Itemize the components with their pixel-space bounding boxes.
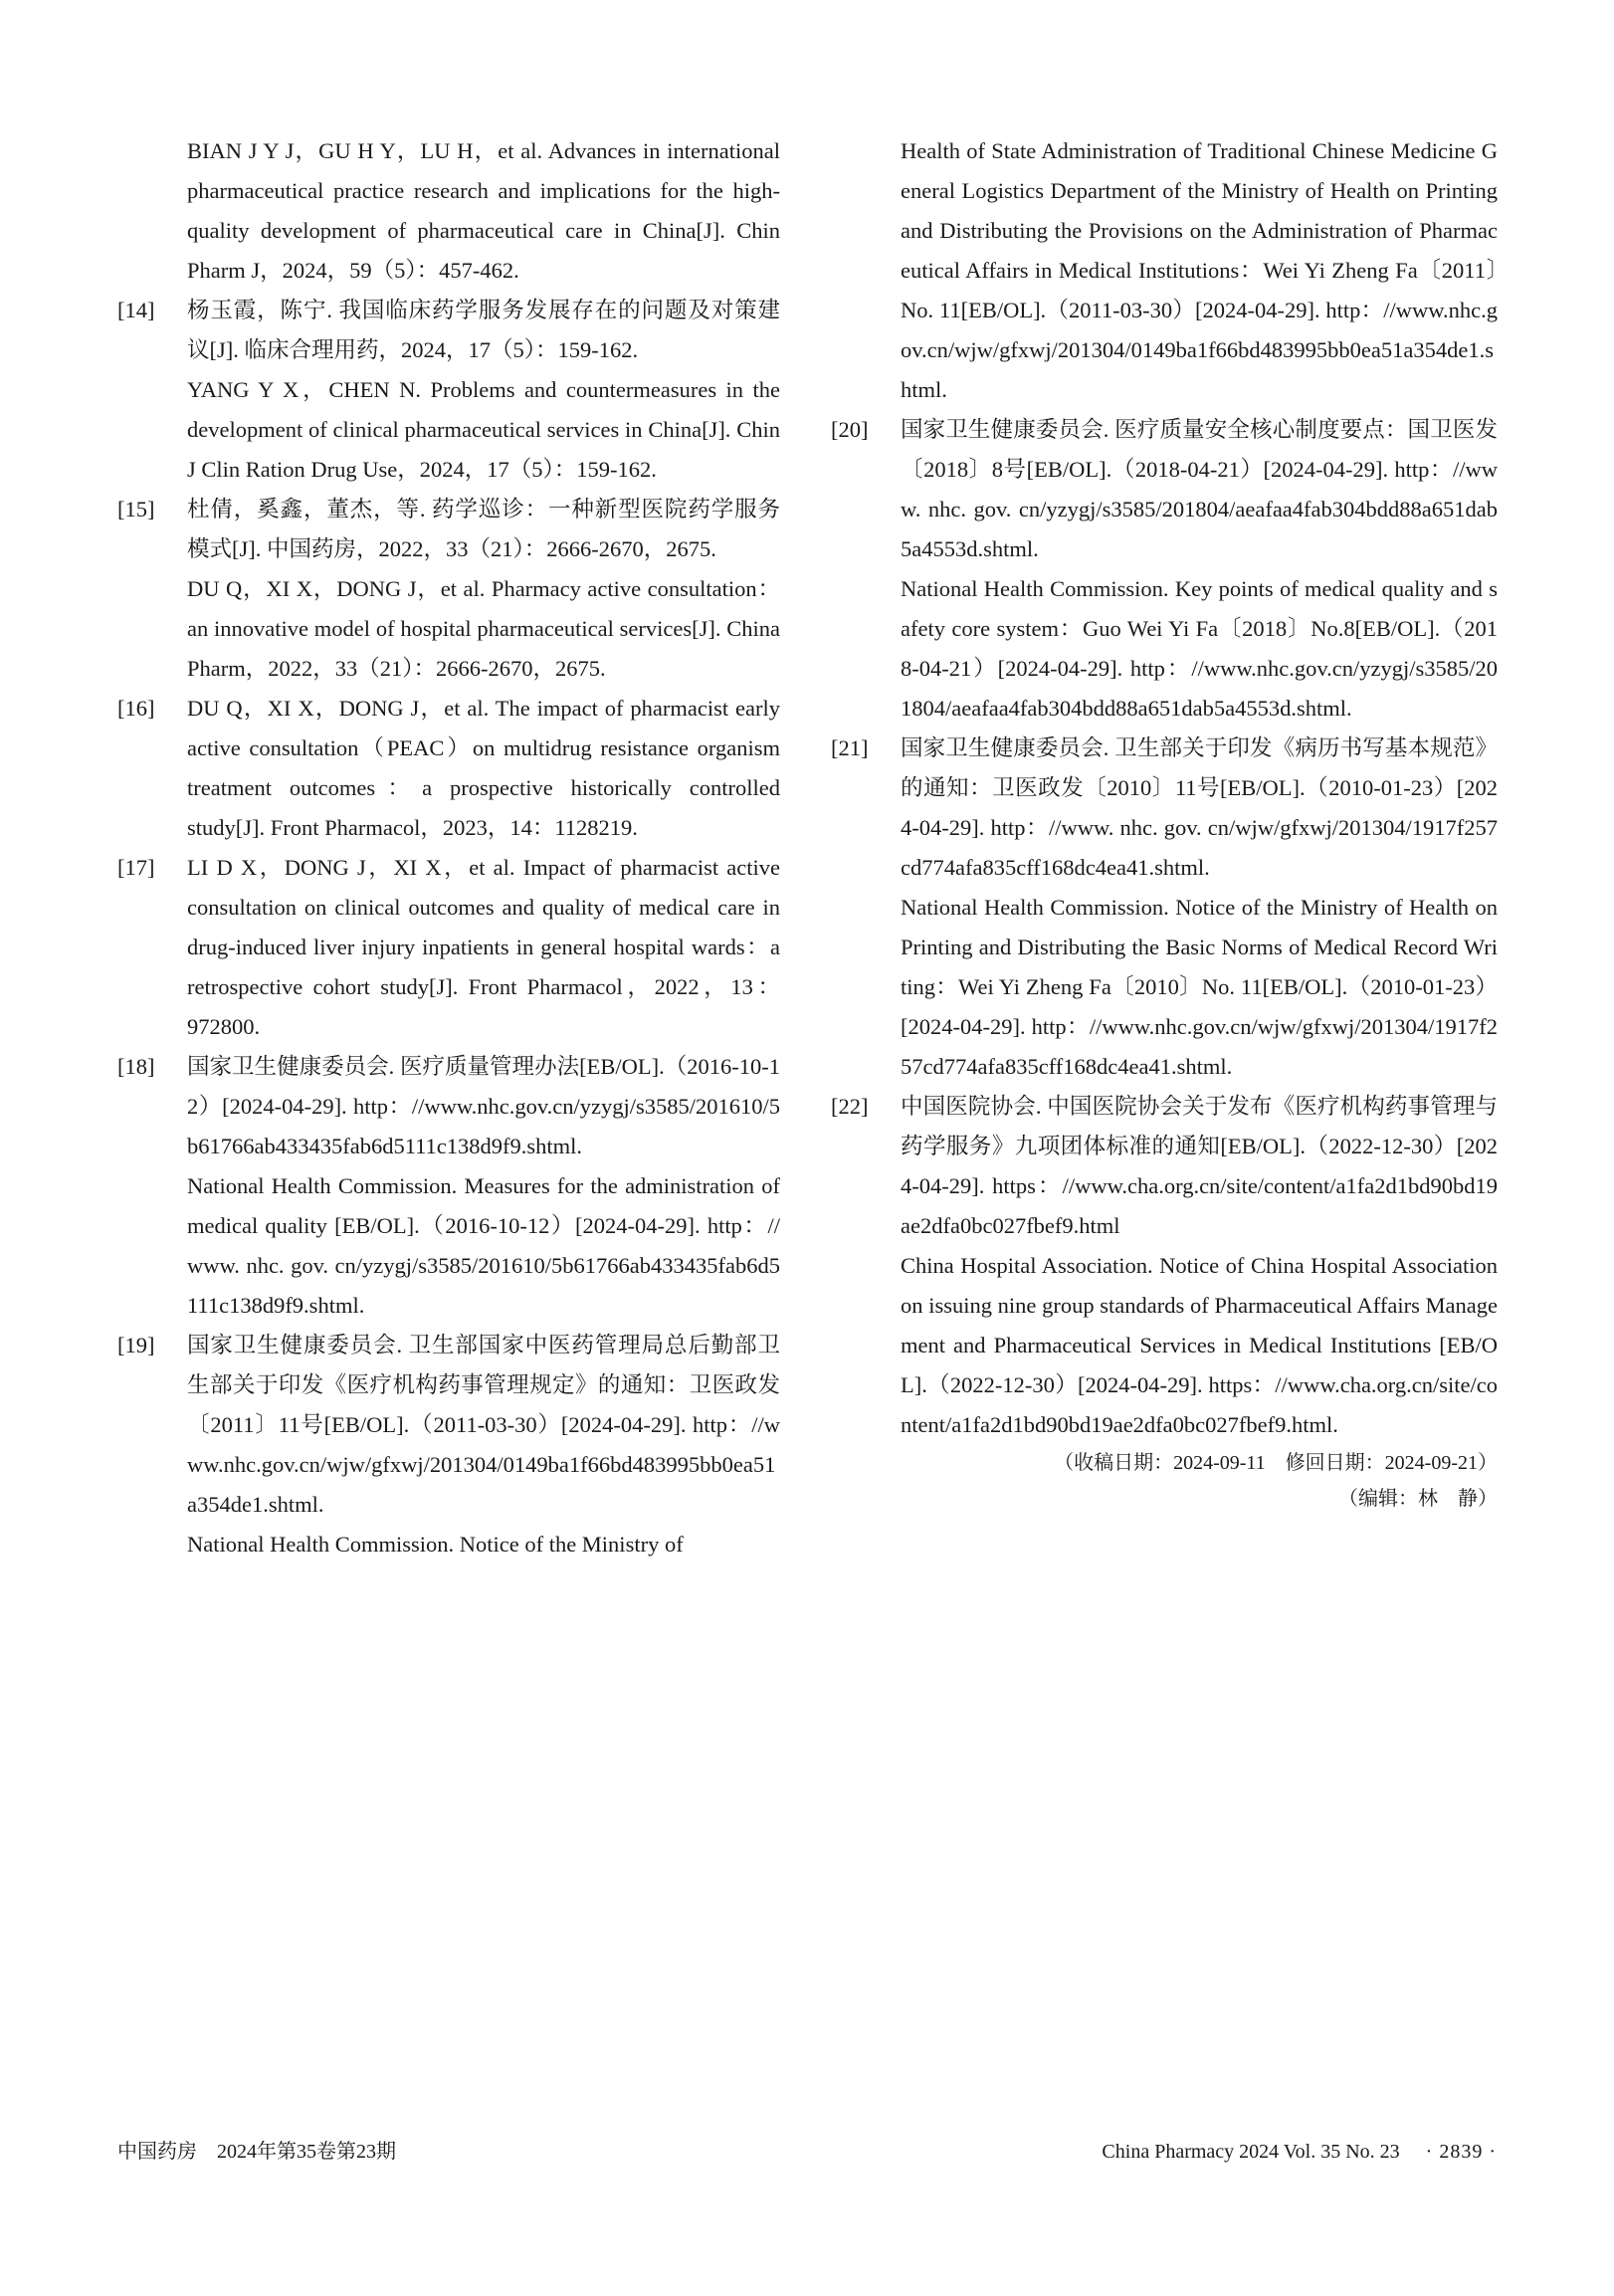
- reference-number: [22]: [831, 1094, 869, 1119]
- reference-number: [19]: [117, 1333, 155, 1357]
- reference-14: [117, 291, 780, 490]
- reference-19: [117, 1326, 780, 1565]
- footer-right: [1076, 2138, 1497, 2166]
- reference-number: [15]: [117, 497, 155, 522]
- reference-number: [17]: [117, 855, 155, 880]
- footer-journal-issue-en: China Pharmacy 2024 Vol. 35 No. 23: [1102, 2141, 1400, 2163]
- reference-number: [16]: [117, 696, 155, 721]
- reference-text-en: China Hospital Association. Notice of China Hospital Association on issuing nine group standards of Pharmaceutical Affairs Management and Pharmaceutical Services in Medical Institutions [EB/OL].（2022-12-30）[2024-04-29]. https：//www.cha.org.cn/site/content/a1fa2d1bd90bd19ae2dfa0bc027fbef9.html.: [901, 1253, 1498, 1437]
- reference-21: [831, 729, 1498, 1087]
- reference-text-zh: 国家卫生健康委员会. 医疗质量管理办法[EB/OL].（2016-10-12）[2024-04-29]. http：//www.nhc.gov.cn/yzygj/s3585/201610/5b61766ab433435fab6d5111c138d9f9.shtml.: [187, 1054, 780, 1158]
- received-revised-dates: （收稿日期：2024-09-11 修回日期：2024-09-21）: [1054, 1452, 1498, 1474]
- reference-17: [117, 848, 780, 1047]
- reference-number: [14]: [117, 298, 155, 322]
- reference-text-en: National Health Commission. Measures for the administration of medical quality [EB/OL].（2016-10-12）[2024-04-29]. http：//www. nhc. gov. cn/yzygj/s3585/201610/5b61766ab433435fab6d5111c138d9f9.shtml.: [187, 1173, 780, 1318]
- reference-number: [18]: [117, 1054, 155, 1079]
- reference-text-en: National Health Commission. Notice of the Ministry of: [187, 1532, 684, 1557]
- reference-text-en: National Health Commission. Key points of medical quality and safety core system：Guo Wei Yi Fa〔2018〕No.8[EB/OL].（2018-04-21）[2024-04-29]. http：//www.nhc.gov.cn/yzygj/s3585/201804/aeafaa4fab304bdd88a651dab5a4553d.shtml.: [901, 576, 1498, 721]
- reference-text-zh: 国家卫生健康委员会. 医疗质量安全核心制度要点：国卫医发〔2018〕8号[EB/OL].（2018-04-21）[2024-04-29]. http：//www. nhc. gov. cn/yzygj/s3585/201804/aeafaa4fab304bdd88a651dab5a4553d.shtml.: [901, 417, 1498, 561]
- reference-15: [117, 490, 780, 689]
- references-left-column: [117, 131, 780, 1565]
- reference-text: LI D X，DONG J，XI X，et al. Impact of pharmacist active consultation on clinical outcomes and quality of medical care in drug-induced liver injury inpatients in general hospital wards：a retrospective cohort study[J]. Front Pharmacol，2022，13：972800.: [187, 855, 780, 1039]
- reference-text-zh: 杜倩，奚鑫，董杰，等. 药学巡诊：一种新型医院药学服务模式[J]. 中国药房，2022，33（21）：2666-2670，2675.: [187, 497, 780, 561]
- reference-16: [117, 689, 780, 848]
- references-right-column: [831, 131, 1498, 1517]
- reference-number: [21]: [831, 735, 869, 760]
- reference-text: BIAN J Y J，GU H Y，LU H，et al. Advances in international pharmaceutical practice research and implications for the high-quality development of pharmaceutical care in China[J]. Chin Pharm J，2024，59（5）：457-462.: [187, 138, 780, 283]
- reference-13-continued: [117, 131, 780, 291]
- reference-text-en: YANG Y X，CHEN N. Problems and countermeasures in the development of clinical pharmaceutical services in China[J]. Chin J Clin Ration Drug Use，2024，17（5）：159-162.: [187, 377, 780, 482]
- reference-number: [20]: [831, 417, 869, 442]
- reference-18: [117, 1047, 780, 1326]
- reference-20: [831, 410, 1498, 729]
- reference-text: DU Q，XI X，DONG J，et al. The impact of pharmacist early active consultation（PEAC）on multidrug resistance organism treatment outcomes：a prospective historically controlled study[J]. Front Pharmacol，2023，14：1128219.: [187, 696, 780, 840]
- reference-text-zh: 国家卫生健康委员会. 卫生部关于印发《病历书写基本规范》的通知：卫医政发〔2010〕11号[EB/OL].（2010-01-23）[2024-04-29]. http：//www. nhc. gov. cn/wjw/gfxwj/201304/1917f257cd774afa835cff168dc4ea41.shtml.: [901, 735, 1498, 880]
- reference-text-en: National Health Commission. Notice of the Ministry of Health on Printing and Distributing the Basic Norms of Medical Record Writing：Wei Yi Zheng Fa〔2010〕No. 11[EB/OL].（2010-01-23）[2024-04-29]. http：//www.nhc.gov.cn/wjw/gfxwj/201304/1917f257cd774afa835cff168dc4ea41.shtml.: [901, 895, 1498, 1079]
- reference-text-en: DU Q，XI X，DONG J，et al. Pharmacy active consultation：an innovative model of hospital pharmaceutical services[J]. China Pharm，2022，33（21）：2666-2670，2675.: [187, 576, 780, 681]
- reference-text-zh: 中国医院协会. 中国医院协会关于发布《医疗机构药事管理与药学服务》九项团体标准的通知[EB/OL].（2022-12-30）[2024-04-29]. https：//www.cha.org.cn/site/content/a1fa2d1bd90bd19ae2dfa0bc027fbef9.html: [901, 1094, 1498, 1238]
- editor-credit: （编辑：林 静）: [1338, 1488, 1498, 1510]
- page-number: · 2839 ·: [1425, 2141, 1497, 2163]
- reference-text-zh: 国家卫生健康委员会. 卫生部国家中医药管理局总后勤部卫生部关于印发《医疗机构药事管理规定》的通知：卫医政发〔2011〕11号[EB/OL].（2011-03-30）[2024-04-29]. http：//www.nhc.gov.cn/wjw/gfxwj/201304/0149ba1f66bd483995bb0ea51a354de1.shtml.: [187, 1333, 780, 1517]
- footer-journal-issue-zh: 中国药房 2024年第35卷第23期: [117, 2141, 396, 2163]
- reference-19-continued: [831, 131, 1498, 410]
- reference-text-zh: 杨玉霞，陈宁. 我国临床药学服务发展存在的问题及对策建议[J]. 临床合理用药，2024，17（5）：159-162.: [187, 298, 780, 362]
- reference-text: Health of State Administration of Traditional Chinese Medicine General Logistics Department of the Ministry of Health on Printing and Distributing the Provisions on the Administration of Pharmaceutical Affairs in Medical Institutions：Wei Yi Zheng Fa〔2011〕No. 11[EB/OL].（2011-03-30）[2024-04-29]. http：//www.nhc.gov.cn/wjw/gfxwj/201304/0149ba1f66bd483995bb0ea51a354de1.shtml.: [901, 138, 1498, 402]
- reference-22: [831, 1087, 1498, 1445]
